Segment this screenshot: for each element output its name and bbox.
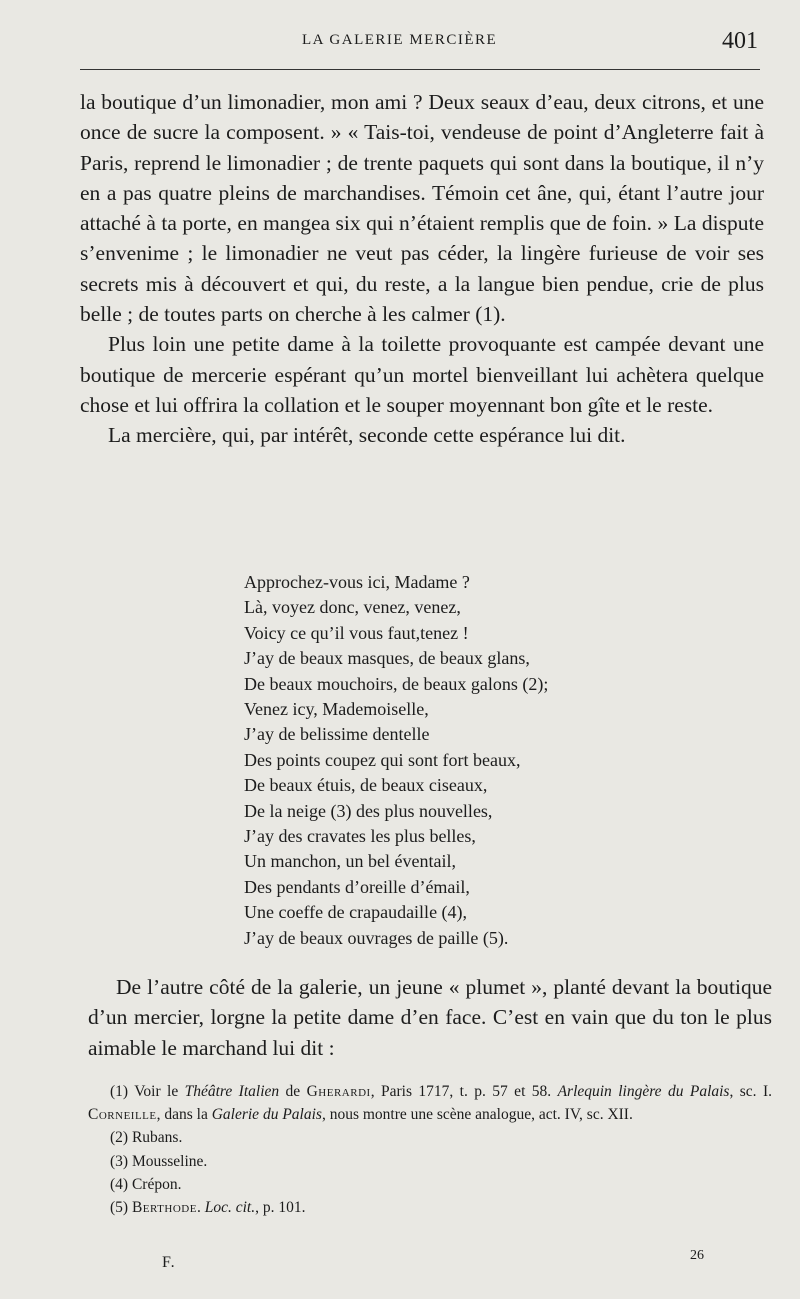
verse-block — [244, 570, 664, 951]
footnote-author: Berthode — [131, 1199, 197, 1217]
footnote-text: , sc. I. — [729, 1083, 772, 1100]
header-rule — [80, 69, 760, 70]
footnote-1 — [88, 1080, 772, 1126]
printer-signature: F. — [162, 1254, 176, 1271]
main-text — [80, 87, 764, 451]
footnote-author: Corneille — [88, 1106, 157, 1124]
verse-line: J’ay de belissime dentelle — [244, 724, 430, 745]
page-number: 401 — [722, 28, 758, 54]
footnote-5 — [88, 1196, 772, 1219]
verse-line: Venez icy, Mademoiselle, — [244, 699, 429, 720]
verse-line: Approchez-vous ici, Madame ? — [244, 572, 470, 592]
verse-line: Des pendants d’oreille d’émail, — [244, 876, 470, 897]
paragraph-3: La mercière, qui, par intérêt, seconde cette espérance lui dit. — [108, 423, 626, 448]
paragraph-4: De l’autre côté de la galerie, un jeune « plumet », planté devant la boutique d’un mercier, lorgne la petite dame d’en face. C’est en vain que du ton le plus aimable le marchand lui dit : — [88, 975, 772, 1060]
verse-line: Une coeffe de crapaudaille (4), — [244, 902, 468, 923]
footnote-text: , Paris 1717, t. p. 57 et 58. — [370, 1083, 558, 1100]
footnote-text: de — [279, 1083, 307, 1100]
footnotes — [88, 1080, 772, 1219]
footnote-3: (3) Mousseline. — [110, 1152, 208, 1170]
verse-line: Voicy ce qu’il vous faut,tenez ! — [244, 622, 469, 643]
footnote-text: . — [196, 1199, 205, 1217]
footnote-text: (1) Voir le — [110, 1083, 185, 1100]
running-title: LA GALERIE MERCIÈRE — [302, 32, 498, 48]
verse-line: J’ay de beaux masques, de beaux glans, — [244, 648, 530, 669]
main-text-continued — [88, 972, 772, 1063]
footnote-text: (5) — [110, 1199, 132, 1217]
verse-line: J’ay des cravates les plus belles, — [244, 826, 476, 847]
verse-line: Là, voyez donc, venez, venez, — [244, 597, 461, 618]
footnote-title: Théâtre Italien — [184, 1083, 280, 1100]
paragraph-2: Plus loin une petite dame à la toilette provoquante est campée devant une boutique de mercerie espérant qu’un mortel bienveillant lui achètera quelque chose et lui offrira la collation et le souper moyennant bon gîte et le reste. — [80, 332, 764, 417]
sheet-number: 26 — [690, 1248, 704, 1263]
verse-line: J’ay de beaux ouvrages de paille (5). — [244, 927, 509, 948]
paragraph-1: la boutique d’un limonadier, mon ami ? Deux seaux d’eau, deux citrons, et une once de sucre la composent. » « Tais-toi, vendeuse de point d’Angleterre fait à Paris, reprend le limonadier ; de trente paquets qui sont dans la boutique, il n’y en a pas quatre pleins de marchandises. Témoin cet âne, qui, étant l’autre jour attaché à ta porte, en mangea six qui n’étaient remplis que de foin. » La dispute s’envenime ; le limonadier ne veut pas céder, la lingère furieuse de voir ses secrets mis à découvert et qui, du reste, a la langue bien pendue, crie de plus belle ; de toutes parts on cherche à les calmer (1). — [80, 90, 764, 327]
verse-line: Des points coupez qui sont fort beaux, — [244, 749, 521, 770]
footnote-text: , nous montre une scène analogue, act. IV, sc. XII. — [321, 1106, 633, 1124]
verse-line: Un manchon, un bel éventail, — [244, 851, 456, 872]
footnote-text: , p. 101. — [255, 1199, 306, 1217]
footnote-author: Gherardi — [306, 1083, 371, 1100]
footnote-title: Galerie du Palais — [211, 1106, 322, 1124]
verse-line: De la neige (3) des plus nouvelles, — [244, 800, 493, 821]
footnote-title: Loc. cit. — [204, 1199, 256, 1217]
footnote-4: (4) Crépon. — [110, 1175, 182, 1193]
footnote-2: (2) Rubans. — [110, 1129, 183, 1147]
footnote-title: Arlequin lingère du Palais — [557, 1083, 730, 1100]
verse-line: De beaux mouchoirs, de beaux galons (2); — [244, 673, 549, 694]
footnote-text: , dans la — [156, 1106, 212, 1124]
running-head — [80, 28, 760, 58]
verse-line: De beaux étuis, de beaux ciseaux, — [244, 775, 488, 796]
